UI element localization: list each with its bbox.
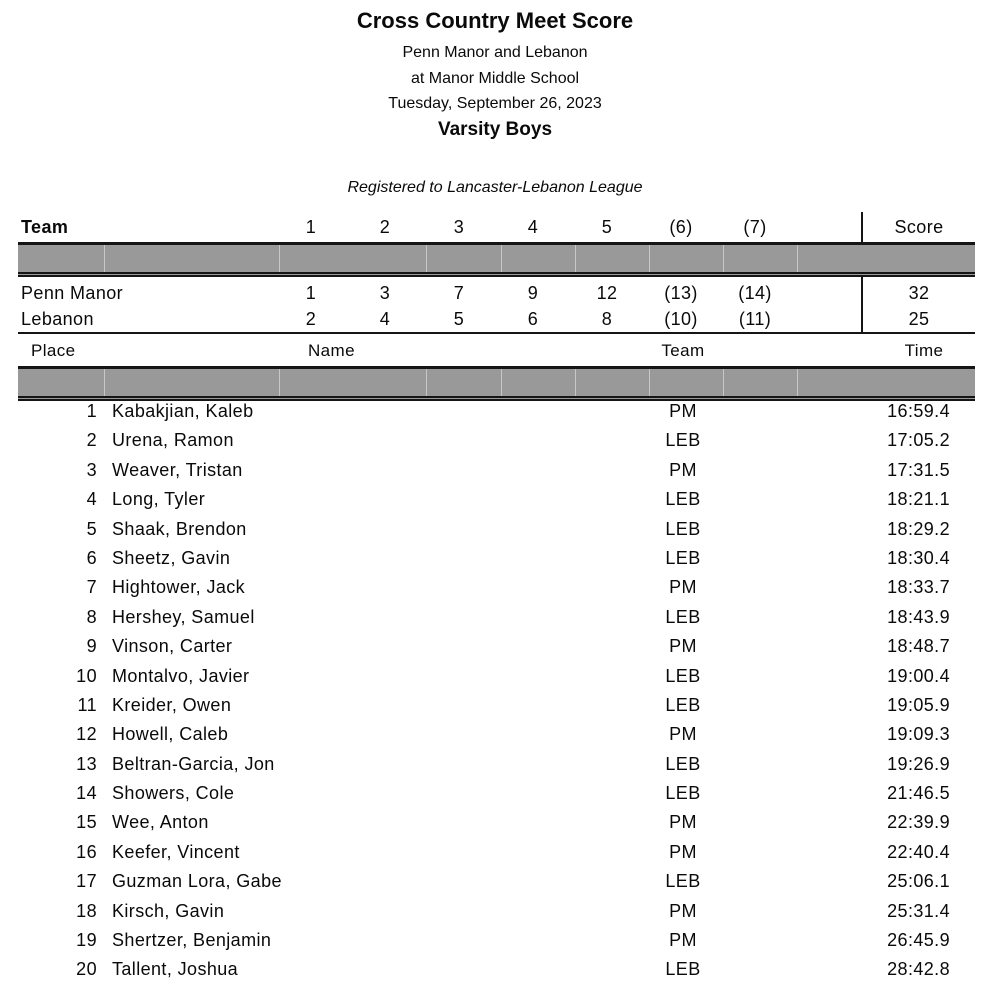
- result-row: [0, 720, 990, 749]
- result-name: Kirsch, Gavin: [112, 900, 225, 921]
- result-team: LEB: [665, 430, 701, 451]
- result-team: LEB: [665, 783, 701, 804]
- result-team: LEB: [665, 547, 701, 568]
- result-team: PM: [669, 636, 697, 657]
- result-time: 25:06.1: [887, 871, 950, 892]
- result-place: 7: [86, 577, 97, 598]
- team-column-header: Team: [21, 217, 69, 237]
- team-place-4: 9: [527, 283, 539, 303]
- result-time: 18:29.2: [887, 518, 950, 539]
- result-time: 28:42.8: [887, 959, 950, 980]
- result-team: PM: [669, 459, 697, 480]
- time-column-header: Time: [904, 341, 944, 360]
- result-time: 19:05.9: [887, 694, 950, 715]
- result-place: 13: [76, 753, 97, 774]
- result-place: 2: [86, 430, 97, 451]
- results-rows: [0, 397, 990, 985]
- result-place: 15: [76, 812, 97, 833]
- team-name: Penn Manor: [21, 283, 124, 303]
- result-time: 21:46.5: [887, 783, 950, 804]
- cell-grid-line: [104, 369, 105, 396]
- teams-subtitle: Penn Manor and Lebanon: [402, 44, 588, 61]
- result-place: 5: [86, 518, 97, 539]
- result-name: Weaver, Tristan: [112, 459, 243, 480]
- team-place-3: 5: [453, 309, 465, 329]
- place-1-header: 1: [305, 217, 317, 237]
- result-time: 16:59.4: [887, 401, 950, 421]
- cell-grid-line: [279, 245, 280, 272]
- result-name: Montalvo, Javier: [112, 665, 250, 686]
- result-row: [0, 515, 990, 544]
- result-time: 17:31.5: [887, 459, 950, 480]
- result-name: Hershey, Samuel: [112, 606, 255, 627]
- result-row: [0, 750, 990, 779]
- team-place-2: 3: [379, 283, 391, 303]
- result-place: 9: [86, 636, 97, 657]
- cell-grid-line: [723, 245, 724, 272]
- result-time: 17:05.2: [887, 430, 950, 451]
- cell-grid-line: [575, 369, 576, 396]
- result-row: [0, 544, 990, 573]
- result-place: 16: [76, 841, 97, 862]
- cell-grid-line: [575, 245, 576, 272]
- team-place-2: 4: [379, 309, 391, 329]
- result-team: PM: [669, 930, 697, 951]
- place-3-header: 3: [453, 217, 465, 237]
- result-row: [0, 397, 990, 426]
- result-row: [0, 808, 990, 837]
- result-place: 1: [86, 401, 97, 421]
- location-subtitle: at Manor Middle School: [410, 70, 580, 87]
- result-name: Urena, Ramon: [112, 430, 234, 451]
- score-column-header: Score: [894, 217, 944, 237]
- cell-grid-line: [649, 369, 650, 396]
- result-time: 18:43.9: [887, 606, 950, 627]
- result-row: [0, 838, 990, 867]
- result-row: [0, 955, 990, 984]
- division-title: Varsity Boys: [437, 119, 553, 140]
- result-team: PM: [669, 812, 697, 833]
- result-time: 18:21.1: [887, 489, 950, 510]
- result-time: 19:09.3: [887, 724, 950, 745]
- result-place: 12: [76, 724, 97, 745]
- cell-grid-line: [279, 369, 280, 396]
- result-place: 10: [76, 665, 97, 686]
- result-time: 25:31.4: [887, 900, 950, 921]
- result-team: PM: [669, 900, 697, 921]
- result-team: LEB: [665, 606, 701, 627]
- result-name: Beltran-Garcia, Jon: [112, 753, 275, 774]
- result-team: LEB: [665, 959, 701, 980]
- result-name: Howell, Caleb: [112, 724, 229, 745]
- result-team: PM: [669, 841, 697, 862]
- result-row: [0, 867, 990, 896]
- result-row: [0, 603, 990, 632]
- result-time: 22:40.4: [887, 841, 950, 862]
- result-place: 11: [77, 694, 97, 715]
- result-team: LEB: [665, 489, 701, 510]
- team-table-separator-bar: [18, 242, 975, 277]
- result-team: LEB: [665, 753, 701, 774]
- date-subtitle: Tuesday, September 26, 2023: [388, 95, 602, 112]
- result-time: 22:39.9: [887, 812, 950, 833]
- team-column-header: Team: [661, 341, 705, 360]
- cell-grid-line: [797, 245, 798, 272]
- result-row: [0, 662, 990, 691]
- team-score-row: [0, 280, 990, 306]
- result-place: 18: [76, 900, 97, 921]
- place-7-header: (7): [743, 217, 767, 237]
- result-team: LEB: [665, 518, 701, 539]
- cell-grid-line: [426, 369, 427, 396]
- cell-grid-line: [501, 245, 502, 272]
- result-name: Vinson, Carter: [112, 636, 233, 657]
- result-name: Kreider, Owen: [112, 694, 232, 715]
- result-name: Shertzer, Benjamin: [112, 930, 272, 951]
- team-place-7: (14): [738, 283, 772, 303]
- result-place: 3: [86, 459, 97, 480]
- result-team: LEB: [665, 871, 701, 892]
- place-4-header: 4: [527, 217, 539, 237]
- team-place-6: (13): [664, 283, 698, 303]
- result-name: Hightower, Jack: [112, 577, 246, 598]
- result-name: Sheetz, Gavin: [112, 547, 231, 568]
- place-5-header: 5: [601, 217, 613, 237]
- team-place-3: 7: [453, 283, 465, 303]
- result-name: Long, Tyler: [112, 489, 206, 510]
- result-time: 18:48.7: [887, 636, 950, 657]
- page-title: Cross Country Meet Score: [356, 8, 634, 33]
- team-place-1: 1: [305, 283, 317, 303]
- result-place: 20: [76, 959, 97, 980]
- result-row: [0, 426, 990, 455]
- cell-grid-line: [797, 369, 798, 396]
- result-place: 4: [86, 489, 97, 510]
- name-column-header: Name: [308, 341, 355, 360]
- result-time: 19:00.4: [887, 665, 950, 686]
- team-table-bottom-rule: [18, 332, 975, 334]
- team-score: 32: [908, 283, 930, 303]
- cell-grid-line: [104, 245, 105, 272]
- result-place: 8: [86, 606, 97, 627]
- team-place-1: 2: [305, 309, 317, 329]
- result-name: Keefer, Vincent: [112, 841, 240, 862]
- registration-note: Registered to Lancaster-Lebanon League: [347, 179, 643, 196]
- team-place-7: (11): [738, 309, 772, 329]
- results-header-row: [0, 341, 990, 361]
- result-team: PM: [669, 577, 697, 598]
- result-name: Kabakjian, Kaleb: [112, 401, 254, 421]
- team-place-6: (10): [664, 309, 698, 329]
- team-place-4: 6: [527, 309, 539, 329]
- result-row: [0, 632, 990, 661]
- result-place: 19: [76, 930, 97, 951]
- result-row: [0, 779, 990, 808]
- team-name: Lebanon: [21, 309, 94, 329]
- results-table-separator-bar: [18, 366, 975, 401]
- result-time: 18:30.4: [887, 547, 950, 568]
- result-place: 6: [86, 547, 97, 568]
- result-name: Showers, Cole: [112, 783, 235, 804]
- result-name: Wee, Anton: [112, 812, 209, 833]
- result-row: [0, 691, 990, 720]
- result-place: 14: [76, 783, 97, 804]
- team-score: 25: [908, 309, 930, 329]
- result-row: [0, 456, 990, 485]
- cell-grid-line: [501, 369, 502, 396]
- result-place: 17: [76, 871, 97, 892]
- place-2-header: 2: [379, 217, 391, 237]
- place-6-header: (6): [669, 217, 693, 237]
- result-row: [0, 926, 990, 955]
- result-team: LEB: [665, 665, 701, 686]
- result-name: Guzman Lora, Gabe: [112, 871, 282, 892]
- result-name: Shaak, Brendon: [112, 518, 247, 539]
- result-team: LEB: [665, 694, 701, 715]
- place-column-header: Place: [31, 341, 76, 360]
- result-team: PM: [669, 401, 697, 421]
- result-time: 18:33.7: [887, 577, 950, 598]
- cell-grid-line: [723, 369, 724, 396]
- team-score-header-row: [0, 216, 990, 238]
- result-time: 19:26.9: [887, 753, 950, 774]
- result-row: [0, 897, 990, 926]
- result-name: Tallent, Joshua: [112, 959, 239, 980]
- team-place-5: 12: [596, 283, 618, 303]
- result-row: [0, 573, 990, 602]
- cell-grid-line: [426, 245, 427, 272]
- team-place-5: 8: [601, 309, 613, 329]
- result-team: PM: [669, 724, 697, 745]
- cell-grid-line: [649, 245, 650, 272]
- team-score-row: [0, 306, 990, 332]
- result-time: 26:45.9: [887, 930, 950, 951]
- result-row: [0, 485, 990, 514]
